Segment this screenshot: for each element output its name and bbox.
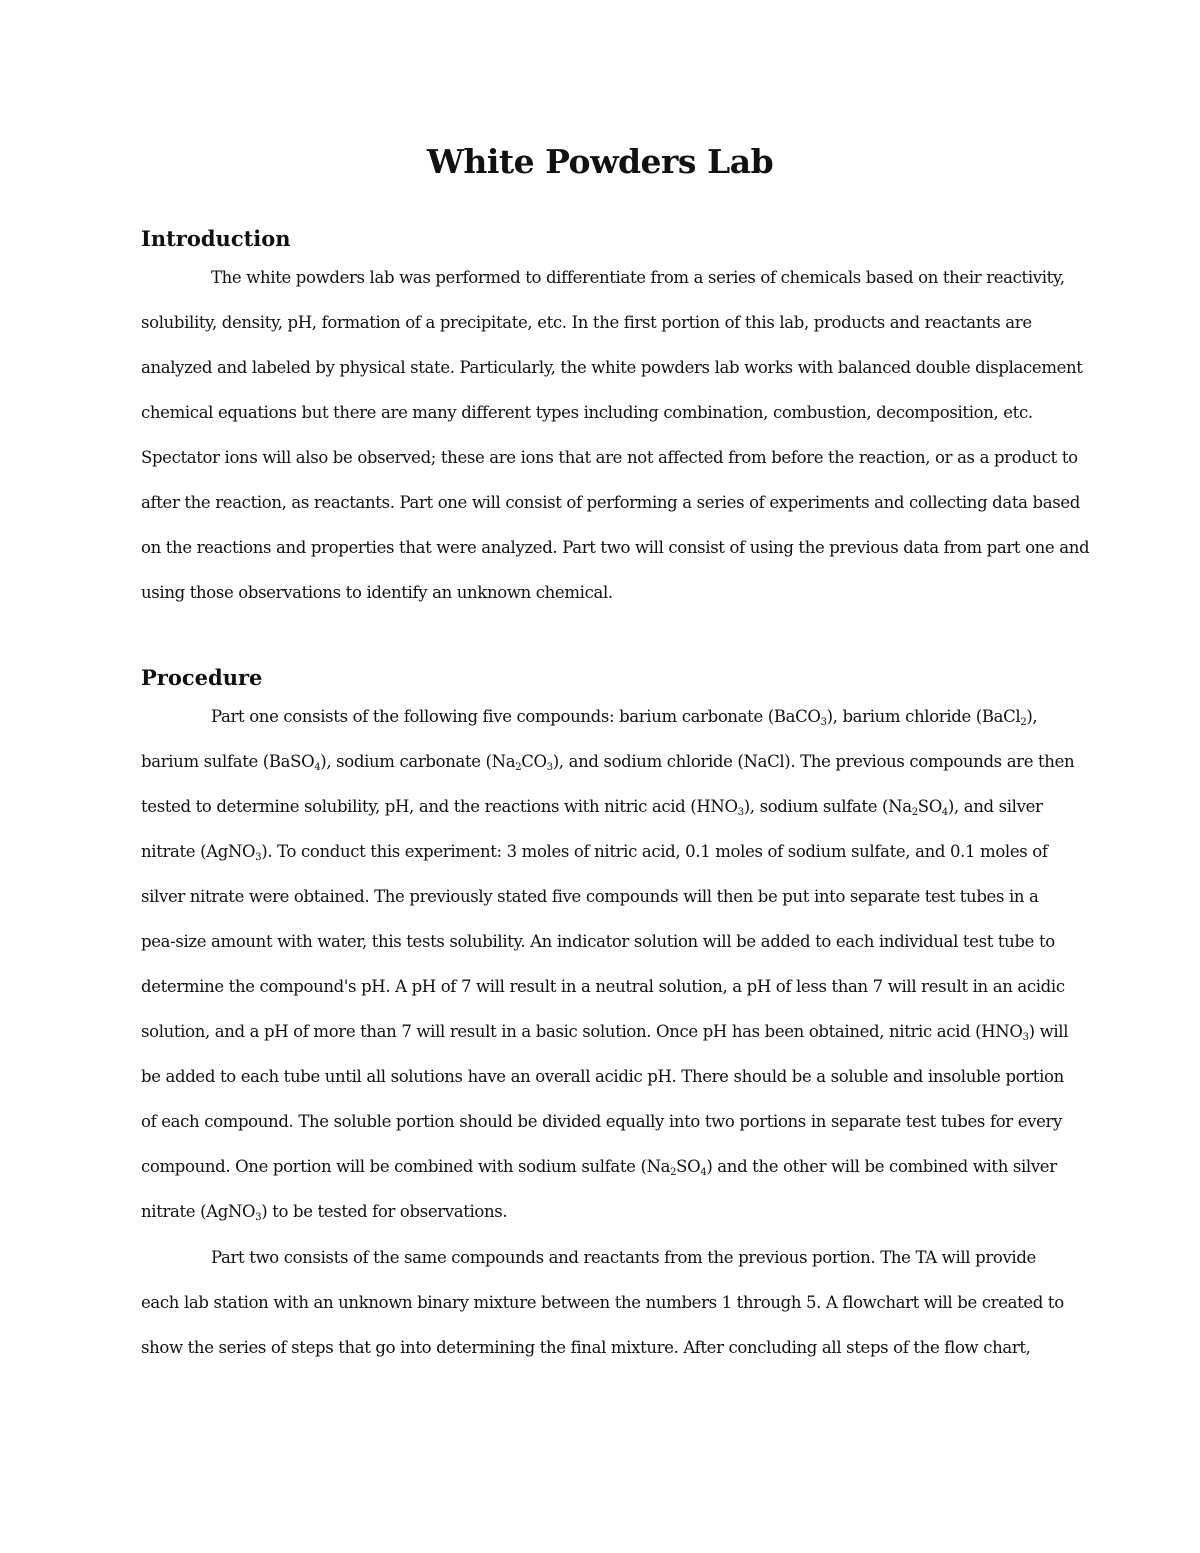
procedure-line: each lab station with an unknown binary mixture between the numbers 1 through 5. A flowchart will be created to [141, 1293, 1064, 1312]
introduction-line: Spectator ions will also be observed; these are ions that are not affected from before the reaction, or as a product to [141, 448, 1078, 467]
procedure-line: Part one consists of the following five compounds: barium carbonate (BaCO$_3$), barium chloride (BaCl$_2$), [211, 707, 1038, 728]
introduction-line: chemical equations but there are many different types including combination, combustion, decomposition, etc. [141, 403, 1033, 422]
introduction-line: analyzed and labeled by physical state. Particularly, the white powders lab works with balanced double displacement [141, 358, 1083, 377]
procedure-line: nitrate (AgNO$_3$) to be tested for observations. [141, 1202, 508, 1223]
introduction-line: using those observations to identify an unknown chemical. [141, 583, 613, 602]
procedure-line: Part two consists of the same compounds and reactants from the previous portion. The TA will provide [211, 1248, 1036, 1267]
procedure-line: solution, and a pH of more than 7 will result in a basic solution. Once pH has been obtained, nitric acid $(HNO_3)$ will [141, 1022, 1069, 1043]
procedure-line: tested to determine solubility, pH, and the reactions with nitric acid $(HNO_3)$, sodium sulfate $(Na_2SO_4)$, and silver [141, 797, 1043, 818]
introduction-heading: Introduction [141, 226, 291, 251]
procedure-line: show the series of steps that go into determining the final mixture. After concluding all steps of the flow chart, [141, 1338, 1031, 1357]
introduction-line: after the reaction, as reactants. Part one will consist of performing a series of experiments and collecting data based [141, 493, 1080, 512]
introduction-line: solubility, density, pH, formation of a precipitate, etc. In the first portion of this lab, products and reactants are [141, 313, 1032, 332]
introduction-line: on the reactions and properties that were analyzed. Part two will consist of using the previous data from part one and [141, 538, 1090, 557]
procedure-heading: Procedure [141, 665, 263, 690]
procedure-line: silver nitrate were obtained. The previously stated five compounds will then be put into separate test tubes in a [141, 887, 1039, 906]
introduction-line: The white powders lab was performed to differentiate from a series of chemicals based on their reactivity, [211, 268, 1065, 287]
procedure-line: determine the compound's pH. A pH of 7 will result in a neutral solution, a pH of less than 7 will result in an acidic [141, 977, 1065, 996]
procedure-line: barium sulfate (BaSO$_4$), sodium carbonate $(Na_2CO_3)$, and sodium chloride (NaCl). The previous compounds are then [141, 752, 1075, 773]
procedure-line: of each compound. The soluble portion should be divided equally into two portions in separate test tubes for every [141, 1112, 1063, 1131]
procedure-line: pea-size amount with water, this tests solubility. An indicator solution will be added to each individual test tube to [141, 932, 1055, 951]
procedure-line: compound. One portion will be combined with sodium sulfate $(Na_2SO_4)$ and the other will be combined with silver [141, 1157, 1057, 1178]
document-title: White Powders Lab [426, 142, 774, 181]
procedure-line: be added to each tube until all solutions have an overall acidic pH. There should be a soluble and insoluble portion [141, 1067, 1064, 1086]
procedure-line: nitrate (AgNO$_3$). To conduct this experiment: 3 moles of nitric acid, 0.1 moles of sodium sulfate, and 0.1 moles of [141, 842, 1048, 863]
